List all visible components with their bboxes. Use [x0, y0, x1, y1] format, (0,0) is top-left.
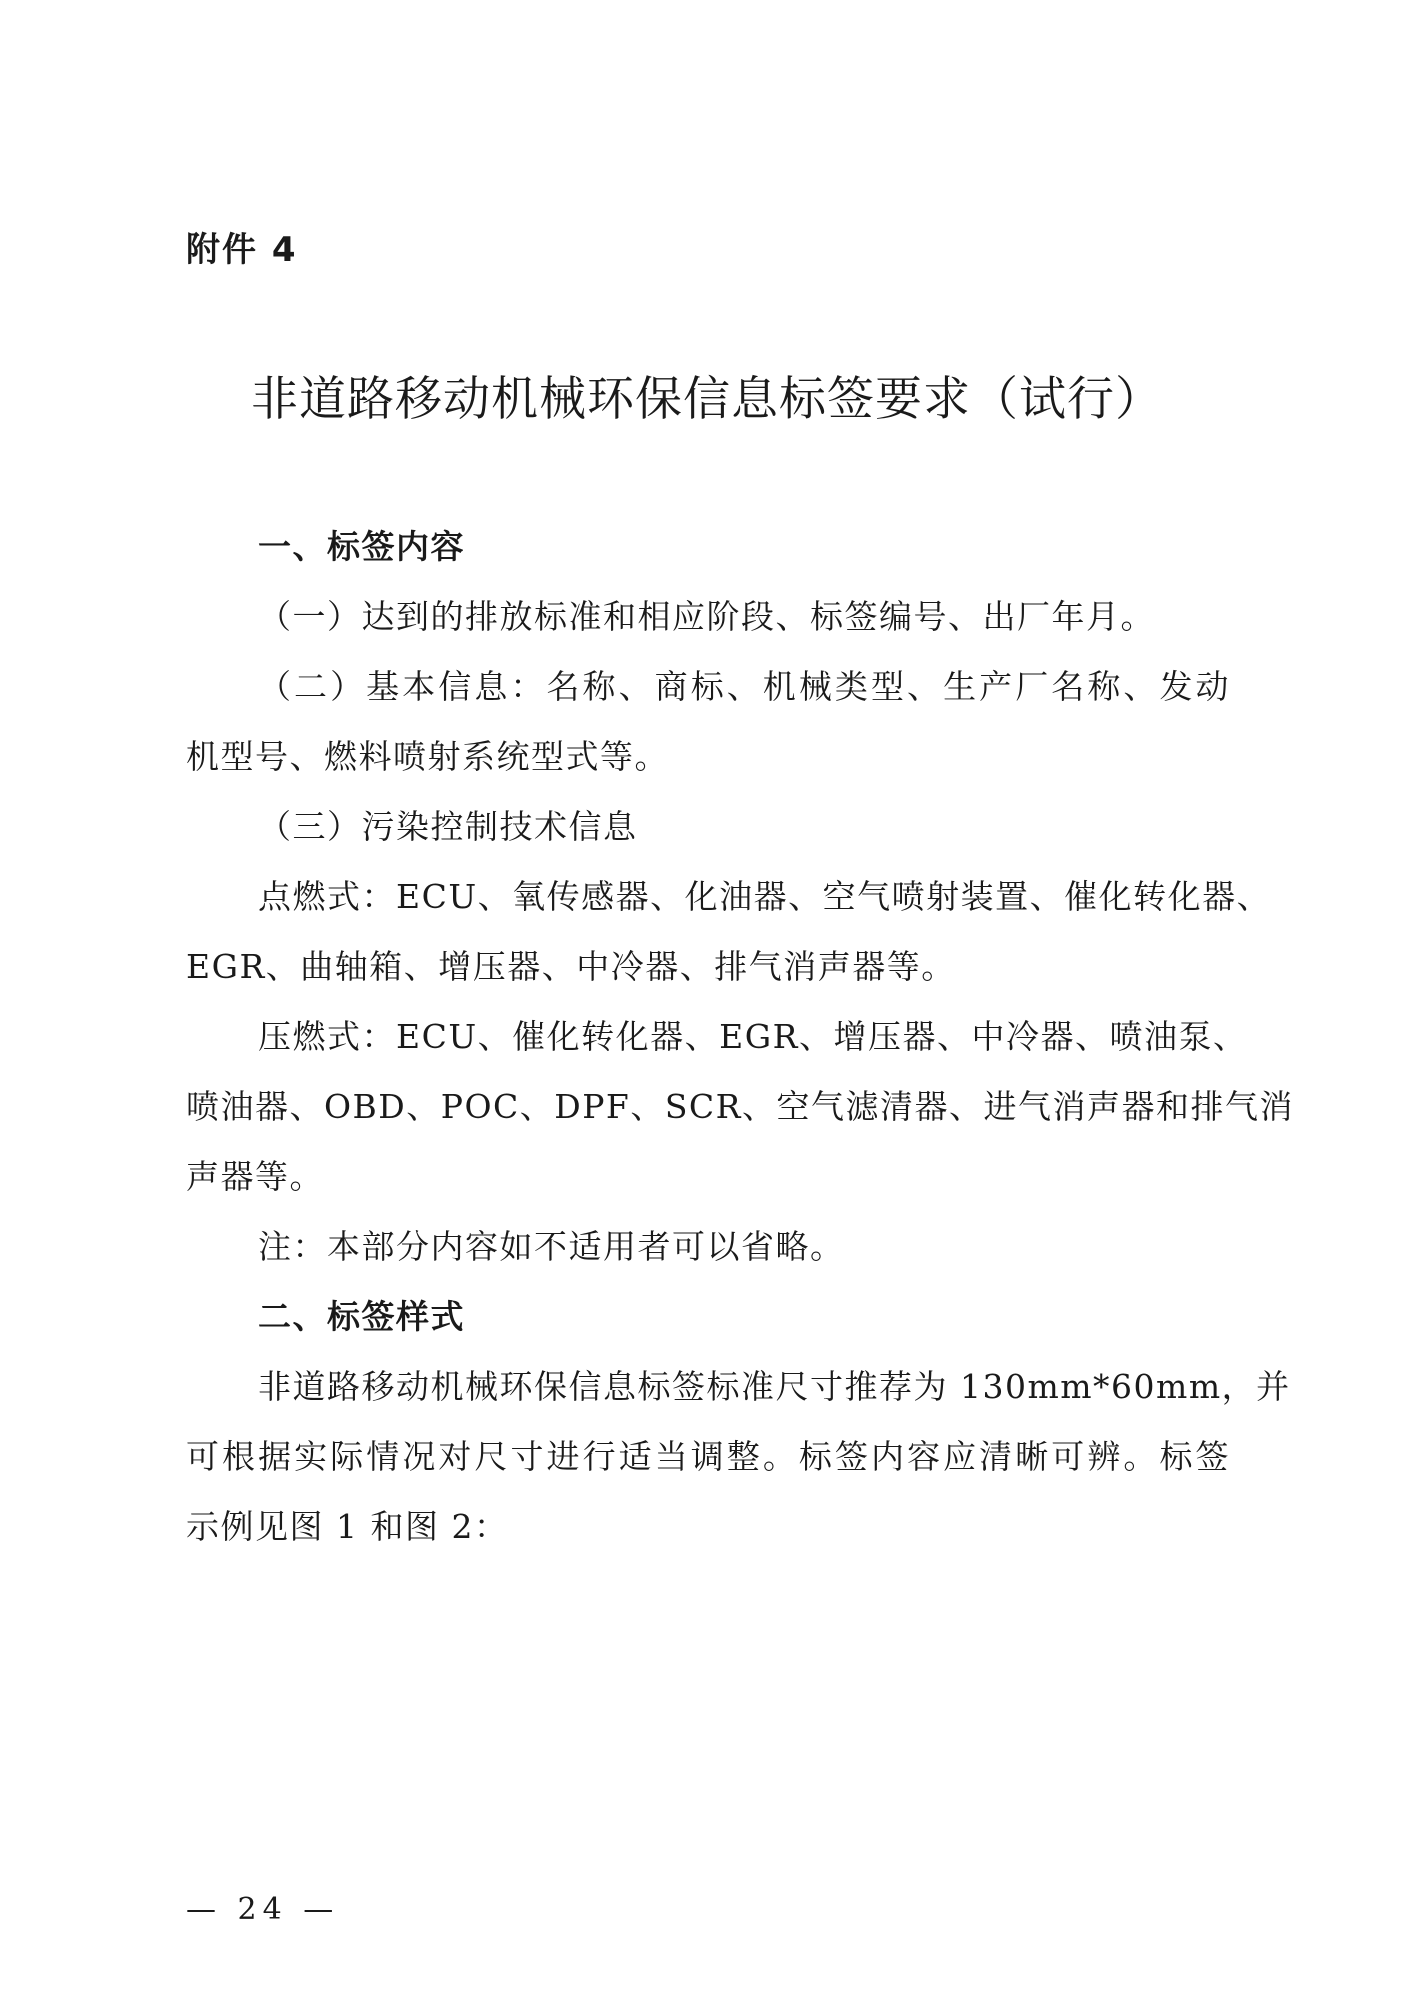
item-basic-info-line1: （二）基本信息：名称、商标、机械类型、生产厂名称、发动 [258, 667, 1230, 706]
document-body [186, 512, 1295, 1562]
attachment-label: 附件 4 [186, 230, 298, 270]
note-text: 注：本部分内容如不适用者可以省略。 [258, 1227, 845, 1266]
compression-ignition-line3: 声器等。 [186, 1157, 324, 1196]
label-size-line1: 非道路移动机械环保信息标签标准尺寸推荐为 130mm*60mm，并 [258, 1367, 1291, 1406]
section-heading-label-content: 一、标签内容 [258, 527, 465, 566]
label-size-line2: 可根据实际情况对尺寸进行适当调整。标签内容应清晰可辨。标签 [186, 1437, 1230, 1476]
item-pollution-control: （三）污染控制技术信息 [258, 807, 638, 846]
spark-ignition-line2: EGR、曲轴箱、增压器、中冷器、排气消声器等。 [186, 947, 956, 986]
compression-ignition-line2: 喷油器、OBD、POC、DPF、SCR、空气滤清器、进气消声器和排气消 [186, 1087, 1295, 1126]
label-size-line3: 示例见图 1 和图 2： [186, 1507, 509, 1546]
item-basic-info-line2: 机型号、燃料喷射系统型式等。 [186, 737, 669, 776]
item-emission-standard: （一）达到的排放标准和相应阶段、标签编号、出厂年月。 [258, 597, 1155, 636]
spark-ignition-line1: 点燃式：ECU、氧传感器、化油器、空气喷射装置、催化转化器、 [258, 877, 1272, 916]
document-title: 非道路移动机械环保信息标签要求（试行） [251, 372, 1163, 427]
section-heading-label-style: 二、标签样式 [258, 1297, 465, 1336]
compression-ignition-line1: 压燃式：ECU、催化转化器、EGR、增压器、中冷器、喷油泵、 [258, 1017, 1248, 1056]
page-number: — 24 — [186, 1892, 340, 1927]
